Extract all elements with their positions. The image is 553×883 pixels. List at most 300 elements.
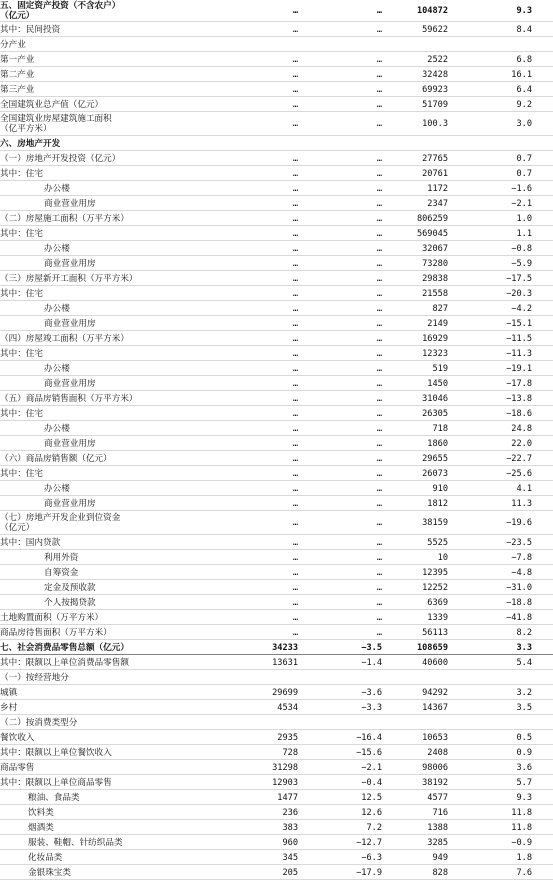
value-cell-c3: 828	[432, 867, 448, 878]
value-cell-c1: …	[292, 408, 298, 419]
value-cell-c2: −16.4	[356, 732, 382, 743]
row-label: 第一产业	[0, 54, 35, 65]
value-cell-c2	[300, 670, 382, 685]
value-cell-c1: …	[292, 258, 298, 269]
value-cell-c4: 3.0	[516, 119, 532, 129]
value-cell-c1	[232, 715, 298, 730]
value-cell-c2: …	[376, 627, 382, 638]
row-label: （六）商品房销售额（亿元）	[0, 453, 112, 464]
value-cell-c1: …	[292, 153, 298, 164]
value-cell-c1: …	[292, 483, 298, 494]
value-cell-c2: …	[376, 378, 382, 389]
table-row	[0, 271, 553, 286]
value-cell-c1: …	[292, 119, 298, 129]
table-row	[0, 286, 553, 301]
value-cell-c1: …	[292, 348, 298, 359]
value-cell-c3: 100.3	[422, 119, 448, 129]
value-cell-c1: …	[292, 303, 298, 314]
value-cell-c2	[300, 715, 382, 730]
table-row	[0, 37, 553, 52]
value-cell-c2: −6.3	[361, 852, 382, 863]
value-cell-c2: …	[376, 153, 382, 164]
row-label: 办公楼	[44, 303, 70, 314]
table-row	[0, 745, 553, 760]
value-cell-c1: …	[292, 288, 298, 299]
row-label: 五、固定资产投资（不含农户） （亿元）	[0, 1, 121, 21]
value-cell-c2: …	[376, 393, 382, 404]
value-cell-c1: …	[292, 393, 298, 404]
table-row	[0, 481, 553, 496]
value-cell-c4: −31.0	[506, 582, 532, 593]
table-row	[0, 625, 553, 640]
value-cell-c1: …	[292, 582, 298, 593]
value-cell-c2: −12.7	[356, 837, 382, 848]
value-cell-c4: −18.8	[506, 597, 532, 608]
row-label: 化妆品类	[28, 852, 63, 863]
value-cell-c1: …	[292, 333, 298, 344]
table-row	[0, 835, 553, 850]
value-cell-c4: 0.7	[516, 153, 532, 164]
table-row	[0, 301, 553, 316]
row-divider	[0, 879, 553, 880]
value-cell-c3: 1860	[427, 438, 448, 449]
value-cell-c1: 2935	[277, 732, 298, 743]
value-cell-c2: 12.5	[361, 792, 382, 803]
value-cell-c4: −5.9	[511, 258, 532, 269]
value-cell-c3: 29655	[422, 453, 448, 464]
value-cell-c1: …	[292, 537, 298, 548]
value-cell-c1: 4534	[277, 702, 298, 713]
value-cell-c3	[384, 715, 448, 730]
row-label: （三）房屋新开工面积（万平方米）	[0, 273, 138, 284]
value-cell-c1	[232, 670, 298, 685]
value-cell-c4: 0.7	[516, 168, 532, 179]
value-cell-c1: …	[292, 597, 298, 608]
row-label: 其中：民间投资	[0, 24, 61, 35]
value-cell-c4: 9.2	[516, 99, 532, 110]
row-label: 土地购置面积（万平方米）	[0, 612, 104, 623]
table-row	[0, 670, 553, 685]
table-row	[0, 790, 553, 805]
value-cell-c2: …	[376, 99, 382, 110]
value-cell-c1: …	[292, 468, 298, 479]
row-label: 其中：住宅	[0, 168, 43, 179]
value-cell-c4: −25.6	[506, 468, 532, 479]
value-cell-c1: …	[292, 99, 298, 110]
value-cell-c4: 9.3	[516, 792, 532, 803]
value-cell-c3: 1450	[427, 378, 448, 389]
value-cell-c2: …	[376, 198, 382, 209]
table-row	[0, 316, 553, 331]
table-row	[0, 466, 553, 481]
table-row	[0, 211, 553, 226]
value-cell-c4: 3.2	[516, 687, 532, 698]
row-label: 办公楼	[44, 243, 70, 254]
value-cell-c3: 27765	[422, 153, 448, 164]
value-cell-c3: 5525	[427, 537, 448, 548]
value-cell-c3: 6369	[427, 597, 448, 608]
value-cell-c4: 5.4	[516, 657, 532, 668]
value-cell-c4: −0.8	[511, 243, 532, 254]
row-label: 其中：限额以上单位消费品零售额	[0, 657, 129, 668]
value-cell-c4: −19.6	[506, 518, 532, 528]
value-cell-c3: 38159	[422, 518, 448, 528]
table-row	[0, 421, 553, 436]
row-label: 全国建筑业总产值（亿元）	[0, 99, 104, 110]
value-cell-c4	[450, 670, 532, 685]
value-cell-c1: …	[292, 228, 298, 239]
row-label: 其中：住宅	[0, 468, 43, 479]
value-cell-c2: …	[376, 273, 382, 284]
value-cell-c3: 32067	[422, 243, 448, 254]
value-cell-c2: …	[376, 243, 382, 254]
value-cell-c4: 8.2	[516, 627, 532, 638]
value-cell-c1: …	[292, 453, 298, 464]
value-cell-c3: 806259	[416, 213, 448, 224]
value-cell-c2: …	[376, 483, 382, 494]
value-cell-c4: −1.6	[511, 183, 532, 194]
row-label: 饮料类	[28, 807, 54, 818]
value-cell-c4: 0.9	[516, 747, 532, 758]
value-cell-c4: 6.8	[516, 54, 532, 65]
value-cell-c2	[300, 136, 382, 151]
table-row	[0, 181, 553, 196]
value-cell-c4: −4.2	[511, 303, 532, 314]
value-cell-c2: …	[376, 84, 382, 95]
value-cell-c3: 949	[432, 852, 448, 863]
value-cell-c2: −17.9	[356, 867, 382, 878]
row-label: 全国建筑业房屋建筑施工面积 （亿平方米）	[0, 114, 112, 134]
value-cell-c2: …	[376, 423, 382, 434]
value-cell-c2: …	[376, 567, 382, 578]
value-cell-c2: …	[376, 408, 382, 419]
row-label: 商品房待售面积（万平方米）	[0, 627, 112, 638]
value-cell-c2: …	[376, 518, 382, 528]
table-row	[0, 226, 553, 241]
value-cell-c4: −23.5	[506, 537, 532, 548]
table-row	[0, 865, 553, 880]
table-row	[0, 361, 553, 376]
value-cell-c2: …	[376, 438, 382, 449]
value-cell-c3: 1812	[427, 498, 448, 509]
value-cell-c3: 108659	[416, 642, 448, 653]
row-label: 七、社会消费品零售总额（亿元）	[0, 642, 129, 653]
value-cell-c3: 29838	[422, 273, 448, 284]
value-cell-c3: 32428	[422, 69, 448, 80]
row-label: 利用外资	[44, 552, 79, 563]
value-cell-c1: …	[292, 198, 298, 209]
value-cell-c2: …	[376, 498, 382, 509]
value-cell-c4: −17.5	[506, 273, 532, 284]
row-label: （二）按消费类型分	[0, 717, 78, 728]
value-cell-c2: …	[376, 537, 382, 548]
table-row	[0, 241, 553, 256]
table-row	[0, 685, 553, 700]
value-cell-c3: 1172	[427, 183, 448, 194]
value-cell-c4: 24.8	[511, 423, 532, 434]
table-row	[0, 82, 553, 97]
row-label: 其中：住宅	[0, 288, 43, 299]
value-cell-c4: 4.1	[516, 483, 532, 494]
row-label: （五）商品房销售面积（万平方米）	[0, 393, 138, 404]
value-cell-c3: 3285	[427, 837, 448, 848]
value-cell-c1: …	[292, 213, 298, 224]
value-cell-c4: 5.7	[516, 777, 532, 788]
value-cell-c3: 910	[432, 483, 448, 494]
row-label: 商业营业用房	[44, 438, 96, 449]
row-label: （一）房地产开发投资（亿元）	[0, 153, 121, 164]
value-cell-c2: …	[376, 69, 382, 80]
row-label: （一）按经营地分	[0, 672, 69, 683]
value-cell-c4: −41.8	[506, 612, 532, 623]
value-cell-c1: …	[292, 423, 298, 434]
row-label: 商业营业用房	[44, 258, 96, 269]
value-cell-c3: 12323	[422, 348, 448, 359]
value-cell-c2: −2.1	[361, 762, 382, 773]
row-label: 餐饮收入	[0, 732, 35, 743]
value-cell-c1: …	[292, 273, 298, 284]
value-cell-c3: 12252	[422, 582, 448, 593]
value-cell-c4: −4.8	[511, 567, 532, 578]
value-cell-c2: …	[376, 333, 382, 344]
value-cell-c1: 960	[282, 837, 298, 848]
table-row	[0, 406, 553, 421]
value-cell-c2: …	[376, 288, 382, 299]
value-cell-c4: 11.3	[511, 498, 532, 509]
row-label: 其中：国内贷款	[0, 537, 61, 548]
table-row	[0, 511, 553, 535]
table-row	[0, 655, 553, 670]
value-cell-c4: 1.0	[516, 213, 532, 224]
row-label: （二）房屋施工面积（万平方米）	[0, 213, 129, 224]
value-cell-c1: 205	[282, 867, 298, 878]
table-row	[0, 331, 553, 346]
value-cell-c2: …	[376, 552, 382, 563]
value-cell-c3: 1388	[427, 822, 448, 833]
value-cell-c4: 9.3	[516, 6, 532, 16]
value-cell-c4: 3.6	[516, 762, 532, 773]
value-cell-c3: 51709	[422, 99, 448, 110]
value-cell-c1: …	[292, 518, 298, 528]
table-row	[0, 580, 553, 595]
value-cell-c4: −17.8	[506, 378, 532, 389]
value-cell-c1: …	[292, 567, 298, 578]
value-cell-c4: −2.1	[511, 198, 532, 209]
row-label: （七）房地产开发企业到位资金 （亿元）	[0, 513, 121, 533]
table-row	[0, 196, 553, 211]
value-cell-c4: −11.5	[506, 333, 532, 344]
row-label: 粮油、食品类	[28, 792, 80, 803]
table-row	[0, 820, 553, 835]
value-cell-c3: 56113	[422, 627, 448, 638]
value-cell-c3: 59622	[422, 24, 448, 35]
value-cell-c1: …	[292, 498, 298, 509]
value-cell-c2: …	[376, 303, 382, 314]
table-row	[0, 0, 553, 22]
value-cell-c1	[232, 37, 298, 52]
row-label: 办公楼	[44, 423, 70, 434]
row-label: 定金及预收款	[44, 582, 96, 593]
value-cell-c1: 236	[282, 807, 298, 818]
table-row	[0, 760, 553, 775]
value-cell-c4: 16.1	[511, 69, 532, 80]
row-label: 城镇	[0, 687, 18, 698]
value-cell-c1: …	[292, 183, 298, 194]
value-cell-c2: …	[376, 183, 382, 194]
value-cell-c2: −1.4	[361, 657, 382, 668]
value-cell-c1: 34233	[272, 642, 298, 653]
table-row	[0, 850, 553, 865]
row-label: 第三产业	[0, 84, 35, 95]
value-cell-c2: …	[376, 582, 382, 593]
value-cell-c3: 20761	[422, 168, 448, 179]
table-row	[0, 256, 553, 271]
value-cell-c4: 6.4	[516, 84, 532, 95]
row-label: 办公楼	[44, 483, 70, 494]
value-cell-c3: 2408	[427, 747, 448, 758]
value-cell-c4: 11.8	[511, 807, 532, 818]
value-cell-c3: 1339	[427, 612, 448, 623]
value-cell-c2: −3.5	[361, 642, 382, 653]
value-cell-c1: 13631	[272, 657, 298, 668]
value-cell-c2: …	[376, 612, 382, 623]
value-cell-c2: 12.6	[361, 807, 382, 818]
value-cell-c4: −15.1	[506, 318, 532, 329]
value-cell-c2: …	[376, 468, 382, 479]
value-cell-c3: 2149	[427, 318, 448, 329]
value-cell-c3: 12395	[422, 567, 448, 578]
table-row	[0, 112, 553, 136]
value-cell-c3: 26073	[422, 468, 448, 479]
value-cell-c2: …	[376, 597, 382, 608]
value-cell-c3: 21558	[422, 288, 448, 299]
table-row	[0, 97, 553, 112]
value-cell-c1: 29699	[272, 687, 298, 698]
row-label: 其中：限额以上单位餐饮收入	[0, 747, 112, 758]
value-cell-c1: …	[292, 168, 298, 179]
table-row	[0, 22, 553, 37]
table-row	[0, 550, 553, 565]
value-cell-c3: 2347	[427, 198, 448, 209]
value-cell-c4	[450, 715, 532, 730]
table-row	[0, 775, 553, 790]
value-cell-c1: …	[292, 552, 298, 563]
table-row	[0, 376, 553, 391]
row-label: 金银珠宝类	[28, 867, 71, 878]
value-cell-c4: −18.6	[506, 408, 532, 419]
value-cell-c3: 10653	[422, 732, 448, 743]
value-cell-c1: 345	[282, 852, 298, 863]
value-cell-c4: −11.3	[506, 348, 532, 359]
value-cell-c3: 14367	[422, 702, 448, 713]
table-row	[0, 595, 553, 610]
row-label: 商品零售	[0, 762, 35, 773]
row-label: 个人按揭贷款	[44, 597, 96, 608]
value-cell-c1: …	[292, 438, 298, 449]
value-cell-c1: …	[292, 363, 298, 374]
value-cell-c3: 16929	[422, 333, 448, 344]
value-cell-c4: −7.8	[511, 552, 532, 563]
row-label: （四）房屋竣工面积（万平方米）	[0, 333, 129, 344]
value-cell-c4: 3.5	[516, 702, 532, 713]
value-cell-c4: 7.6	[516, 867, 532, 878]
value-cell-c3: 40600	[422, 657, 448, 668]
value-cell-c1: …	[292, 6, 298, 16]
table-row	[0, 730, 553, 745]
value-cell-c3: 519	[432, 363, 448, 374]
value-cell-c4: 11.8	[511, 822, 532, 833]
value-cell-c4	[450, 136, 532, 151]
row-label: 商业营业用房	[44, 318, 96, 329]
value-cell-c1: 1477	[277, 792, 298, 803]
table-row	[0, 715, 553, 730]
row-label: 商业营业用房	[44, 198, 96, 209]
value-cell-c4: 0.5	[516, 732, 532, 743]
value-cell-c2: −15.6	[356, 747, 382, 758]
value-cell-c1: …	[292, 84, 298, 95]
row-label: 其中：限额以上单位商品零售	[0, 777, 112, 788]
value-cell-c3: 69923	[422, 84, 448, 95]
row-label: 烟酒类	[28, 822, 54, 833]
value-cell-c2: …	[376, 54, 382, 65]
value-cell-c3: 827	[432, 303, 448, 314]
value-cell-c4	[450, 37, 532, 52]
value-cell-c2: …	[376, 228, 382, 239]
value-cell-c1: …	[292, 24, 298, 35]
value-cell-c2: −3.3	[361, 702, 382, 713]
value-cell-c3: 26305	[422, 408, 448, 419]
row-label: 六、房地产开发	[0, 138, 61, 149]
table-row	[0, 52, 553, 67]
value-cell-c2: …	[376, 318, 382, 329]
value-cell-c3: 569045	[416, 228, 448, 239]
table-row	[0, 805, 553, 820]
table-row	[0, 565, 553, 580]
row-label: 服装、鞋帽、针纺织品类	[28, 837, 123, 848]
value-cell-c1: …	[292, 243, 298, 254]
table-row	[0, 151, 553, 166]
value-cell-c3: 31046	[422, 393, 448, 404]
value-cell-c2	[300, 37, 382, 52]
table-row	[0, 451, 553, 466]
table-row	[0, 67, 553, 82]
value-cell-c4: −0.9	[511, 837, 532, 848]
value-cell-c3: 716	[432, 807, 448, 818]
value-cell-c4: 22.0	[511, 438, 532, 449]
value-cell-c1: …	[292, 627, 298, 638]
value-cell-c3: 2522	[427, 54, 448, 65]
value-cell-c3: 104872	[416, 6, 448, 16]
value-cell-c3: 38192	[422, 777, 448, 788]
table-row	[0, 700, 553, 715]
table-row	[0, 136, 553, 151]
value-cell-c2: …	[376, 119, 382, 129]
value-cell-c1: 728	[282, 747, 298, 758]
value-cell-c3: 718	[432, 423, 448, 434]
value-cell-c2: …	[376, 168, 382, 179]
value-cell-c3: 94292	[422, 687, 448, 698]
value-cell-c4: −20.3	[506, 288, 532, 299]
value-cell-c4: 1.8	[516, 852, 532, 863]
value-cell-c2: …	[376, 24, 382, 35]
value-cell-c3	[384, 37, 448, 52]
row-label: 第二产业	[0, 69, 35, 80]
value-cell-c3: 73280	[422, 258, 448, 269]
value-cell-c2: …	[376, 453, 382, 464]
table-row	[0, 346, 553, 361]
value-cell-c2: 7.2	[366, 822, 382, 833]
value-cell-c1: …	[292, 69, 298, 80]
